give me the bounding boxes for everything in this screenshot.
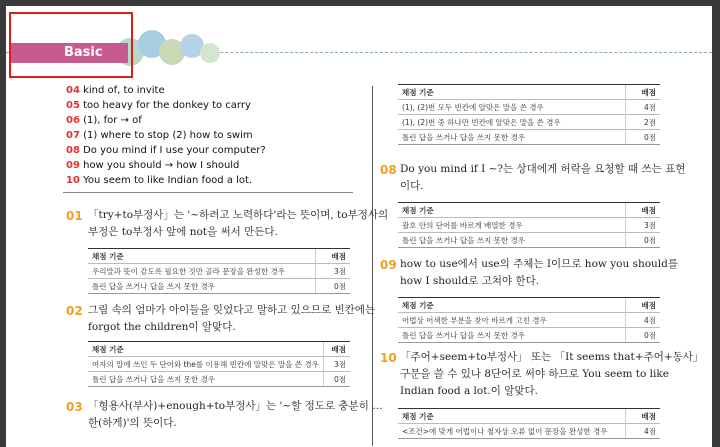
answer-line: 07 (1) where to stop (2) how to swim	[66, 130, 253, 141]
scoring-table: 채점 기준 배점 우리말과 뜻이 같도록 필요한 것만 골라 문장을 완성한 경우 3점 틀린 답을 쓰거나 답을 쓰지 못한 경우 0점	[88, 248, 350, 294]
question-number: 08	[380, 163, 397, 177]
column-divider	[372, 86, 373, 446]
scoring-table: 채점 기준 배점 여자의 말에 쓰인 두 단어와 the를 이용해 빈칸에 알맞은 말을 쓴 경우 3점 틀린 답을 쓰거나 답을 쓰지 못한 경우 0점	[88, 341, 350, 387]
explanation-line: 「형용사(부사)+enough+to부정사」는 '~할 정도로 충분히 …	[88, 400, 383, 412]
explanation-line: 한(하게)'의 뜻이다.	[88, 417, 177, 429]
explanation-line: 「try+to부정사」는 '~하려고 노력하다'라는 뜻이며, to부정사의	[88, 209, 389, 221]
question-number: 03	[66, 400, 83, 414]
scoring-table: 채점 기준 배점 (1), (2)번 모두 빈칸에 알맞은 말을 쓴 경우 4점 (1), (2)번 중 하나만 빈칸에 알맞은 말을 쓴 경우 2점 틀린 답을 쓰거나 답을 쓰지 못한 경우 0점	[398, 84, 660, 145]
question-number: 01	[66, 209, 83, 223]
answer-line: 05 too heavy for the donkey to carry	[66, 100, 251, 111]
explanation-line: 구문을 쓸 수 있나 8단어로 써야 하므로 You seem to like	[400, 368, 669, 380]
explanation-line: Do you mind if I ~?는 상대에게 허락을 요청할 때 쓰는 표현	[400, 163, 686, 175]
scoring-table: 채점 기준 배점 괄호 안의 단어를 바르게 배열한 경우 3점 틀린 답을 쓰거나 답을 쓰지 못한 경우 0점	[398, 202, 660, 248]
explanation-line: 그림 속의 엄마가 아이들을 잊었다고 말하고 있으므로 빈칸에는	[88, 304, 376, 316]
explanation-line: how to use에서 use의 주체는 I이므로 how you should를	[400, 258, 679, 270]
question-number: 10	[380, 351, 397, 365]
answer-line: 08 Do you mind if I use your computer?	[66, 145, 266, 156]
section-divider	[63, 192, 353, 193]
scoring-table: 채점 기준 배점 어법상 어색한 부분을 찾아 바르게 고친 경우 4점 틀린 답을 쓰거나 답을 쓰지 못한 경우 0점	[398, 297, 660, 343]
explanation-line: 부정은 to부정사 앞에 not을 써서 만든다.	[88, 226, 278, 238]
answer-line: 10 You seem to like Indian food a lot.	[66, 175, 253, 186]
explanation-line: Indian food a lot.이 알맞다.	[400, 385, 539, 397]
document-page	[6, 6, 712, 447]
highlight-box	[9, 12, 133, 78]
explanation-line: 「주어+seem+to부정사」 또는 「It seems that+주어+동사」	[400, 351, 704, 363]
explanation-line: 이다.	[400, 180, 424, 192]
explanation-line: forgot the children이 알맞다.	[88, 321, 236, 333]
question-number: 09	[380, 258, 397, 272]
scoring-table: 채점 기준 배점 <조건>에 맞게 어법이나 철자상 오류 없이 문장을 완성한 경우 4점	[398, 408, 660, 439]
section-label: Basic	[64, 45, 103, 60]
answer-line: 06 (1), for → of	[66, 115, 142, 126]
question-number: 02	[66, 304, 83, 318]
answer-line: 04 kind of, to invite	[66, 85, 165, 96]
answer-line: 09 how you should → how I should	[66, 160, 240, 171]
explanation-line: how I should로 고쳐야 한다.	[400, 275, 540, 287]
